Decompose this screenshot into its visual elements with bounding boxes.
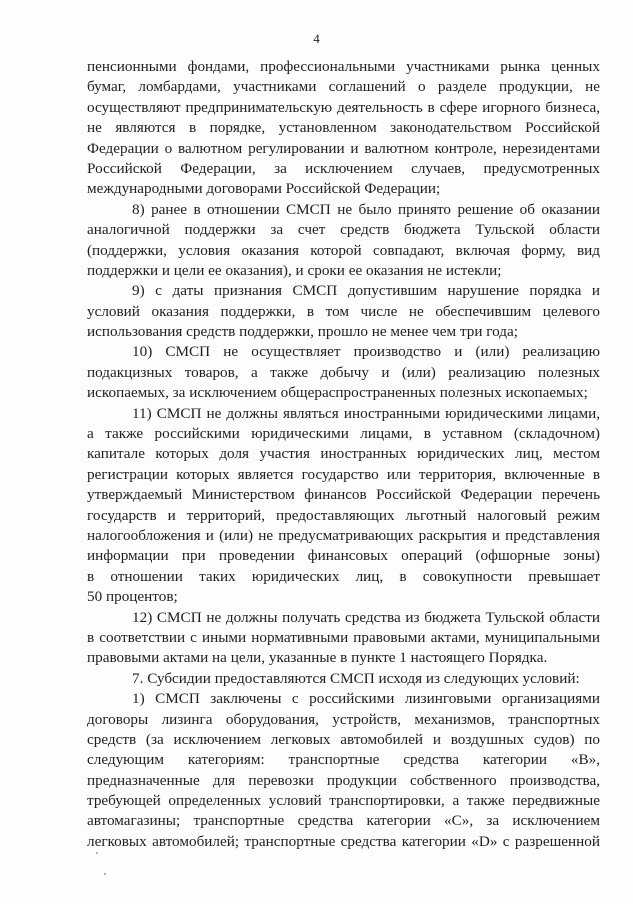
scan-speck [96, 852, 98, 854]
document-body [87, 57, 600, 852]
text-line-paragraph-start: 1) СМСП заключены с российскими лизинговыми организациями [132, 690, 600, 708]
text-line: осуществляют предпринимательскую деятельность в сфере игорного бизнеса, [87, 98, 600, 116]
page-number: 4 [313, 31, 320, 46]
scan-speck [104, 873, 106, 875]
text-line: предназначенные для перевозки продукции собственного производства, [87, 771, 600, 789]
text-line: подакцизных товаров, а также добычу и (или) реализацию полезных [87, 363, 600, 381]
text-line: средств (за исключением легковых автомобилей и воздушных судов) по [87, 730, 600, 748]
text-line-paragraph-start: 10) СМСП не осуществляет производство и (или) реализацию [132, 343, 600, 361]
text-line: государств и территорий, предоставляющих льготный налоговый режим [87, 506, 600, 524]
text-line: следующим категориям: транспортные средства категории «В», [87, 751, 600, 769]
text-line: утверждаемый Министерством финансов Российской Федерации перечень [87, 486, 600, 504]
text-line: не являются в порядке, установленном законодательством Российской [87, 119, 600, 137]
text-line: Федерации о валютном регулировании и валютном контроле, нерезидентами [87, 139, 600, 157]
text-line: в отношении таких юридических лиц, в совокупности превышает [87, 567, 600, 585]
text-line: ископаемых, за исключением общераспространенных полезных ископаемых; [87, 384, 588, 402]
text-line: договоры лизинга оборудования, устройств, механизмов, транспортных [87, 710, 600, 728]
text-line: налогообложения и (или) не предусматривающих раскрытия и представления [87, 526, 600, 544]
text-line: поддержки и цели ее оказания), и сроки ее оказания не истекли; [87, 261, 502, 279]
text-line: аналогичной поддержки за счет средств бюджета Тульской области [87, 221, 600, 239]
text-line: автомагазины; транспортные средства категории «С», за исключением [87, 812, 600, 830]
text-line: условий оказания поддержки, в том числе не обеспечившим целевого [87, 302, 600, 320]
text-line: Российской Федерации, за исключением случаев, предусмотренных [87, 159, 600, 177]
text-line: информации при проведении финансовых операций (офшорные зоны) [87, 547, 600, 565]
text-line: использования средств поддержки, прошло не менее чем три года; [87, 323, 518, 341]
text-line: (поддержки, условия оказания которой совпадают, включая форму, вид [87, 241, 600, 259]
text-line-paragraph-start: 11) СМСП не должны являться иностранными юридическими лицами, [132, 404, 600, 422]
text-line-paragraph-start: 7. Субсидии предоставляются СМСП исходя из следующих условий: [132, 669, 580, 687]
text-line: правовыми актами на цели, указанные в пункте 1 настоящего Порядка. [87, 649, 548, 667]
text-line: пенсионными фондами, профессиональными участниками рынка ценных [87, 58, 600, 75]
text-line-paragraph-start: 9) с даты признания СМСП допустившим нарушение порядка и [132, 282, 600, 300]
text-line: регистрации которых является государство или территория, включенные в [87, 465, 600, 483]
text-line: международными договорами Российской Федерации; [87, 180, 441, 198]
text-line: в соответствии с иными нормативными правовыми актами, муниципальными [87, 628, 600, 646]
text-line: бумаг, ломбардами, участниками соглашений о разделе продукции, не [87, 78, 600, 96]
text-line: легковых автомобилей; транспортные средства категории «D» с разрешенной [87, 832, 600, 850]
text-line: требующей определенных условий транспортировки, а также передвижные [87, 792, 600, 810]
text-line-paragraph-start: 12) СМСП не должны получать средства из бюджета Тульской области [132, 608, 600, 626]
text-line-paragraph-start: 8) ранее в отношении СМСП не было принято решение об оказании [132, 200, 600, 218]
text-line: капитале которых доля участия иностранных юридических лиц, местом [87, 445, 600, 463]
text-line: а также российскими юридическими лицами, в уставном (складочном) [87, 425, 600, 443]
text-line: 50 процентов; [87, 588, 178, 606]
